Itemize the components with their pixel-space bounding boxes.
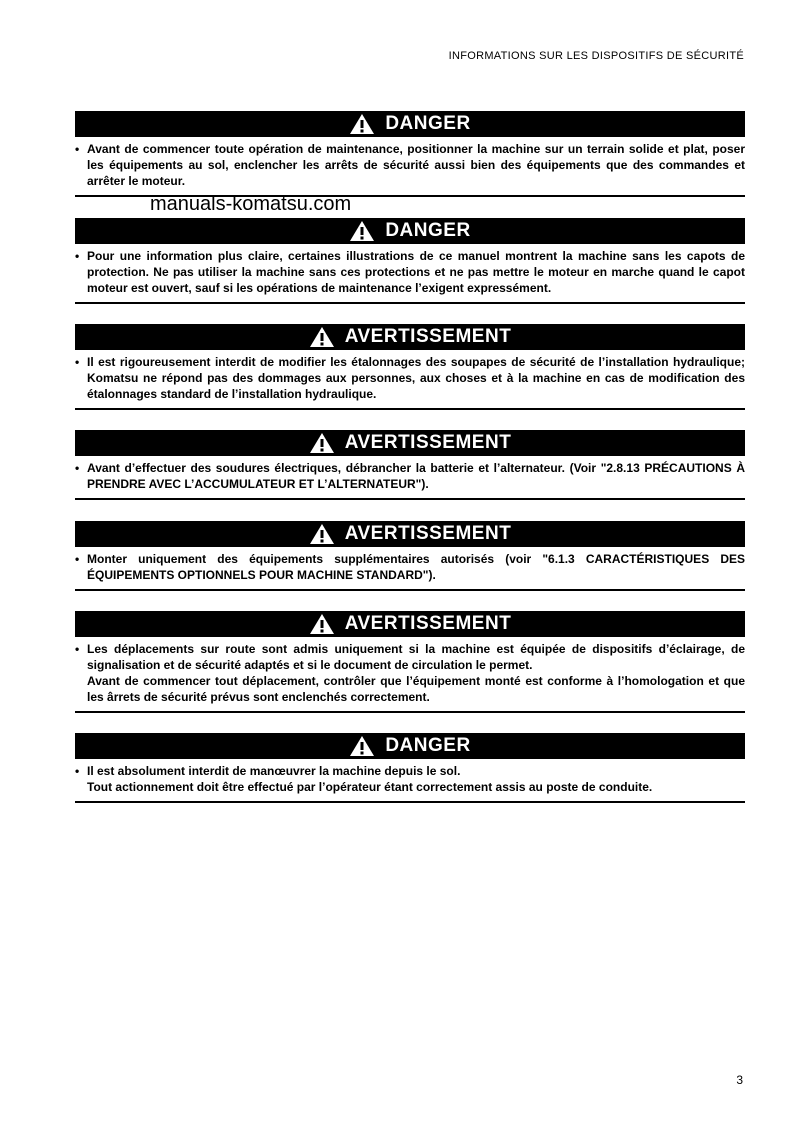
safety-block-avertissement xyxy=(75,611,745,713)
paragraph: Les déplacements sur route sont admis uniquement si la machine est équipée de dispositifs d’éclairage, de signalisation et de sécurité adaptés et si le document de circulation le permet. xyxy=(87,642,745,672)
banner-title: DANGER xyxy=(385,113,471,134)
divider xyxy=(75,589,745,591)
watermark: manuals-komatsu.com xyxy=(150,193,352,215)
divider xyxy=(75,408,745,410)
warning-triangle-icon xyxy=(349,220,375,242)
safety-block-avertissement xyxy=(75,521,745,591)
avertissement-banner xyxy=(75,324,745,350)
safety-block-avertissement xyxy=(75,324,745,410)
warning-triangle-icon xyxy=(309,523,335,545)
safety-block-danger xyxy=(75,218,745,304)
banner-title: AVERTISSEMENT xyxy=(344,613,512,634)
paragraph: Avant d’effectuer des soudures électriques, débrancher la batterie et l’alternateur. (Voir "2.8.13 PRÉCAUTIONS À PRENDRE AVEC L’ACCUMULATEUR ET L’ALTERNATEUR"). xyxy=(87,461,745,491)
avertissement-banner xyxy=(75,611,745,637)
bullet: • xyxy=(75,355,80,369)
safety-block-avertissement xyxy=(75,430,745,500)
warning-triangle-icon xyxy=(309,326,335,348)
banner-title: DANGER xyxy=(385,735,471,756)
bullet: • xyxy=(75,642,80,656)
paragraph: Il est absolument interdit de manœuvrer la machine depuis le sol. xyxy=(87,764,461,778)
warning-triangle-icon xyxy=(309,613,335,635)
paragraph: Pour une information plus claire, certaines illustrations de ce manuel montrent la machine sans les capots de protection. Ne pas utiliser la machine sans ces protections et ne pas mettre le moteur en marche quand le capot moteur est ouvert, sauf si les opérations de maintenance l’exigent expressément. xyxy=(87,249,745,295)
warning-triangle-icon xyxy=(309,432,335,454)
divider xyxy=(75,711,745,713)
avertissement-banner xyxy=(75,521,745,547)
paragraph: Avant de commencer tout déplacement, contrôler que l’équipement monté est conforme à l’homologation et que les ârrets de sécurité prévus sont enclenchés correctement. xyxy=(87,674,745,704)
divider xyxy=(75,498,745,500)
divider xyxy=(75,302,745,304)
warning-triangle-icon xyxy=(349,735,375,757)
paragraph: Tout actionnement doit être effectué par l’opérateur étant correctement assis au poste de conduite. xyxy=(87,780,653,794)
banner-title: DANGER xyxy=(385,220,471,241)
paragraph: Il est rigoureusement interdit de modifier les étalonnages des soupapes de sécurité de l’installation hydraulique; Komatsu ne répond pas des dommages aux personnes, aux choses et à la machine en cas de modification des étalonnages standard de l’installation hydraulique. xyxy=(87,355,745,401)
bullet: • xyxy=(75,461,80,475)
avertissement-banner xyxy=(75,430,745,456)
bullet: • xyxy=(75,142,80,156)
paragraph: Avant de commencer toute opération de maintenance, positionner la machine sur un terrain solide et plat, poser les équipements au sol, enclencher les arrêts de sécurité aussi bien des équipements que des commandes et arrêter le moteur. xyxy=(87,142,745,188)
danger-banner xyxy=(75,733,745,759)
running-header: INFORMATIONS SUR LES DISPOSITIFS DE SÉCURITÉ xyxy=(448,50,744,62)
page-number: 3 xyxy=(736,1073,743,1087)
banner-title: AVERTISSEMENT xyxy=(344,523,512,544)
banner-title: AVERTISSEMENT xyxy=(344,326,512,347)
bullet: • xyxy=(75,764,80,778)
safety-block-danger xyxy=(75,111,745,197)
danger-banner xyxy=(75,218,745,244)
safety-block-danger xyxy=(75,733,745,803)
warning-triangle-icon xyxy=(349,113,375,135)
banner-title: AVERTISSEMENT xyxy=(344,432,512,453)
paragraph: Monter uniquement des équipements supplémentaires autorisés (voir "6.1.3 CARACTÉRISTIQUES DES ÉQUIPEMENTS OPTIONNELS POUR MACHINE STANDARD"). xyxy=(87,552,745,582)
bullet: • xyxy=(75,552,80,566)
bullet: • xyxy=(75,249,80,263)
danger-banner xyxy=(75,111,745,137)
divider xyxy=(75,801,745,803)
